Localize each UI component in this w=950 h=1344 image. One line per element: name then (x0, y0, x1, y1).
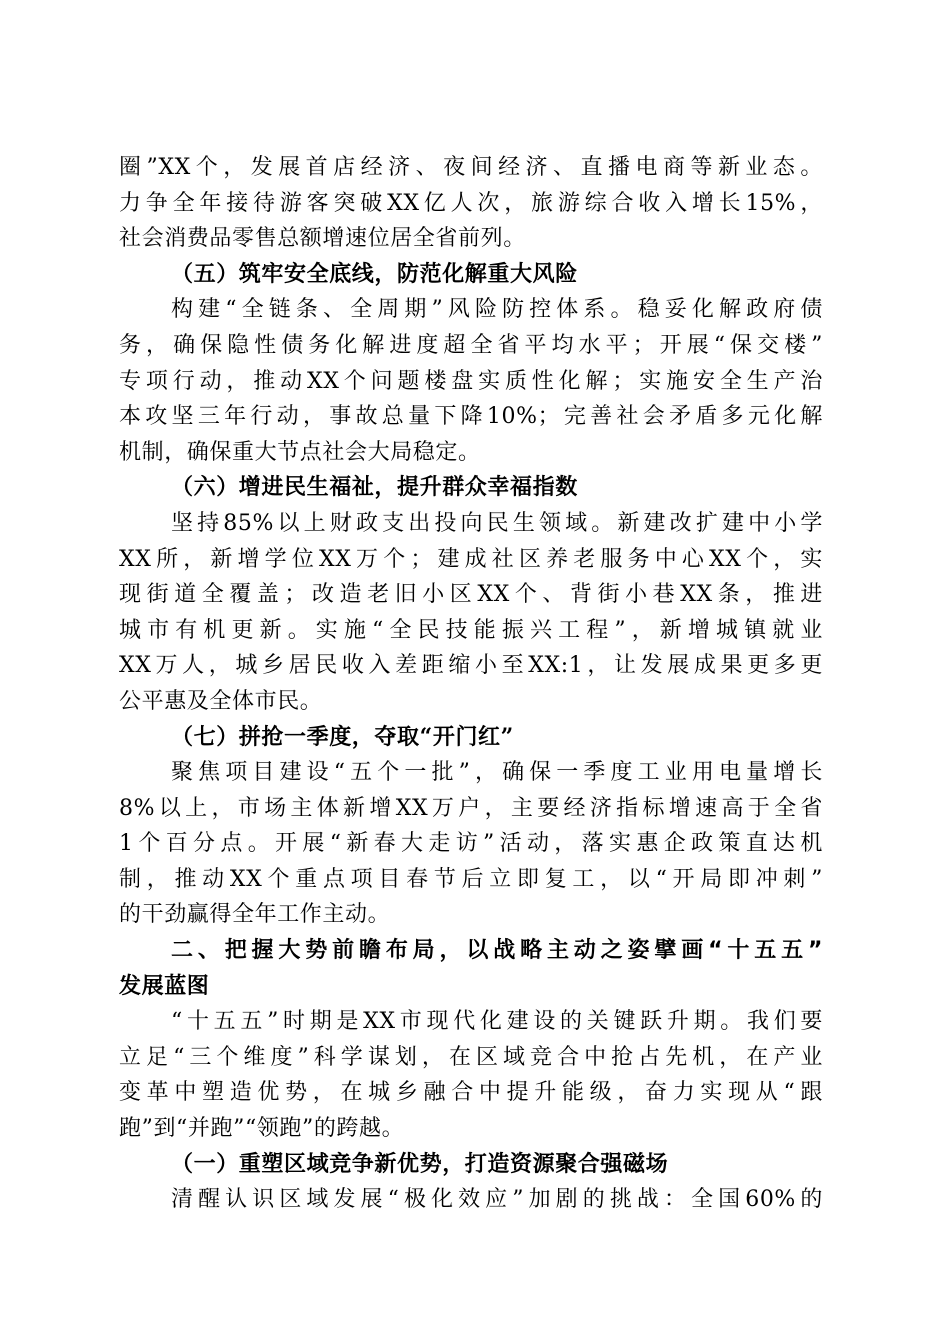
body-text-line: 公平惠及全体市民。 (119, 688, 323, 714)
body-text-line: 务，确保隐性债务化解进度超全省平均水平；开展“保交楼” (119, 332, 823, 358)
body-text-line: 1个百分点。开展“新春大走访”活动，落实惠企政策直达机 (119, 831, 823, 857)
body-text-line: XX所，新增学位XX万个；建成社区养老服务中心XX个，实 (119, 546, 823, 572)
body-text-line: 跑”到“并跑”“领跑”的跨越。 (119, 1116, 405, 1142)
body-text-line: 专项行动，推动XX个问题楼盘实质性化解；实施安全生产治 (119, 368, 823, 394)
body-text-line: 力争全年接待游客突破XX亿人次，旅游综合收入增长15%， (119, 190, 823, 216)
body-text-line: 8%以上，市场主体新增XX万户，主要经济指标增速高于全省 (119, 795, 823, 821)
body-text-line: “十五五”时期是XX市现代化建设的关键跃升期。我们要 (171, 1009, 823, 1035)
body-text-line: 的干劲赢得全年工作主动。 (119, 902, 391, 928)
section-subheading: （七）拼抢一季度，夺取“开门红” (171, 723, 514, 750)
body-text-line: 构建“全链条、全周期”风险防控体系。稳妥化解政府债 (171, 297, 823, 323)
section-subheading: （六）增进民生福祉，提升群众幸福指数 (171, 474, 578, 501)
body-text-line: 圈”XX个，发展首店经济、夜间经济、直播电商等新业态。 (119, 155, 823, 180)
body-text-line: 立足“三个维度”科学谋划，在区域竞合中抢占先机，在产业 (119, 1044, 823, 1070)
section-subheading: （五）筑牢安全底线，防范化解重大风险 (171, 260, 578, 287)
body-text-line: 本攻坚三年行动，事故总量下降10%；完善社会矛盾多元化解 (119, 404, 823, 430)
body-text-line: 城市有机更新。实施“全民技能振兴工程”，新增城镇就业 (119, 617, 823, 643)
chapter-heading: 发展蓝图 (119, 973, 210, 999)
body-text-line: 变革中塑造优势，在城乡融合中提升能级，奋力实现从“跟 (119, 1080, 823, 1106)
body-text-line: 清醒认识区域发展“极化效应”加剧的挑战：全国60%的 (171, 1187, 823, 1213)
body-text-line: 现街道全覆盖；改造老旧小区XX个、背街小巷XX条，推进 (119, 582, 823, 608)
body-text-line: 聚焦项目建设“五个一批”，确保一季度工业用电量增长 (171, 760, 823, 786)
body-text-line: 机制，确保重大节点社会大局稳定。 (119, 439, 481, 465)
document-body (119, 150, 823, 1218)
body-text-line: 制，推动XX个重点项目春节后立即复工，以“开局即冲刺” (119, 866, 823, 892)
section-subheading: （一）重塑区域竞争新优势，打造资源聚合强磁场 (171, 1150, 669, 1177)
body-text-line: XX万人，城乡居民收入差距缩小至XX:1，让发展成果更多更 (119, 653, 823, 679)
chapter-heading: 二、把握大势前瞻布局，以战略主动之姿擘画“十五五” (171, 938, 823, 964)
body-text-line: 社会消费品零售总额增速位居全省前列。 (119, 226, 526, 252)
body-text-line: 坚持85%以上财政支出投向民生领域。新建改扩建中小学 (171, 510, 823, 536)
